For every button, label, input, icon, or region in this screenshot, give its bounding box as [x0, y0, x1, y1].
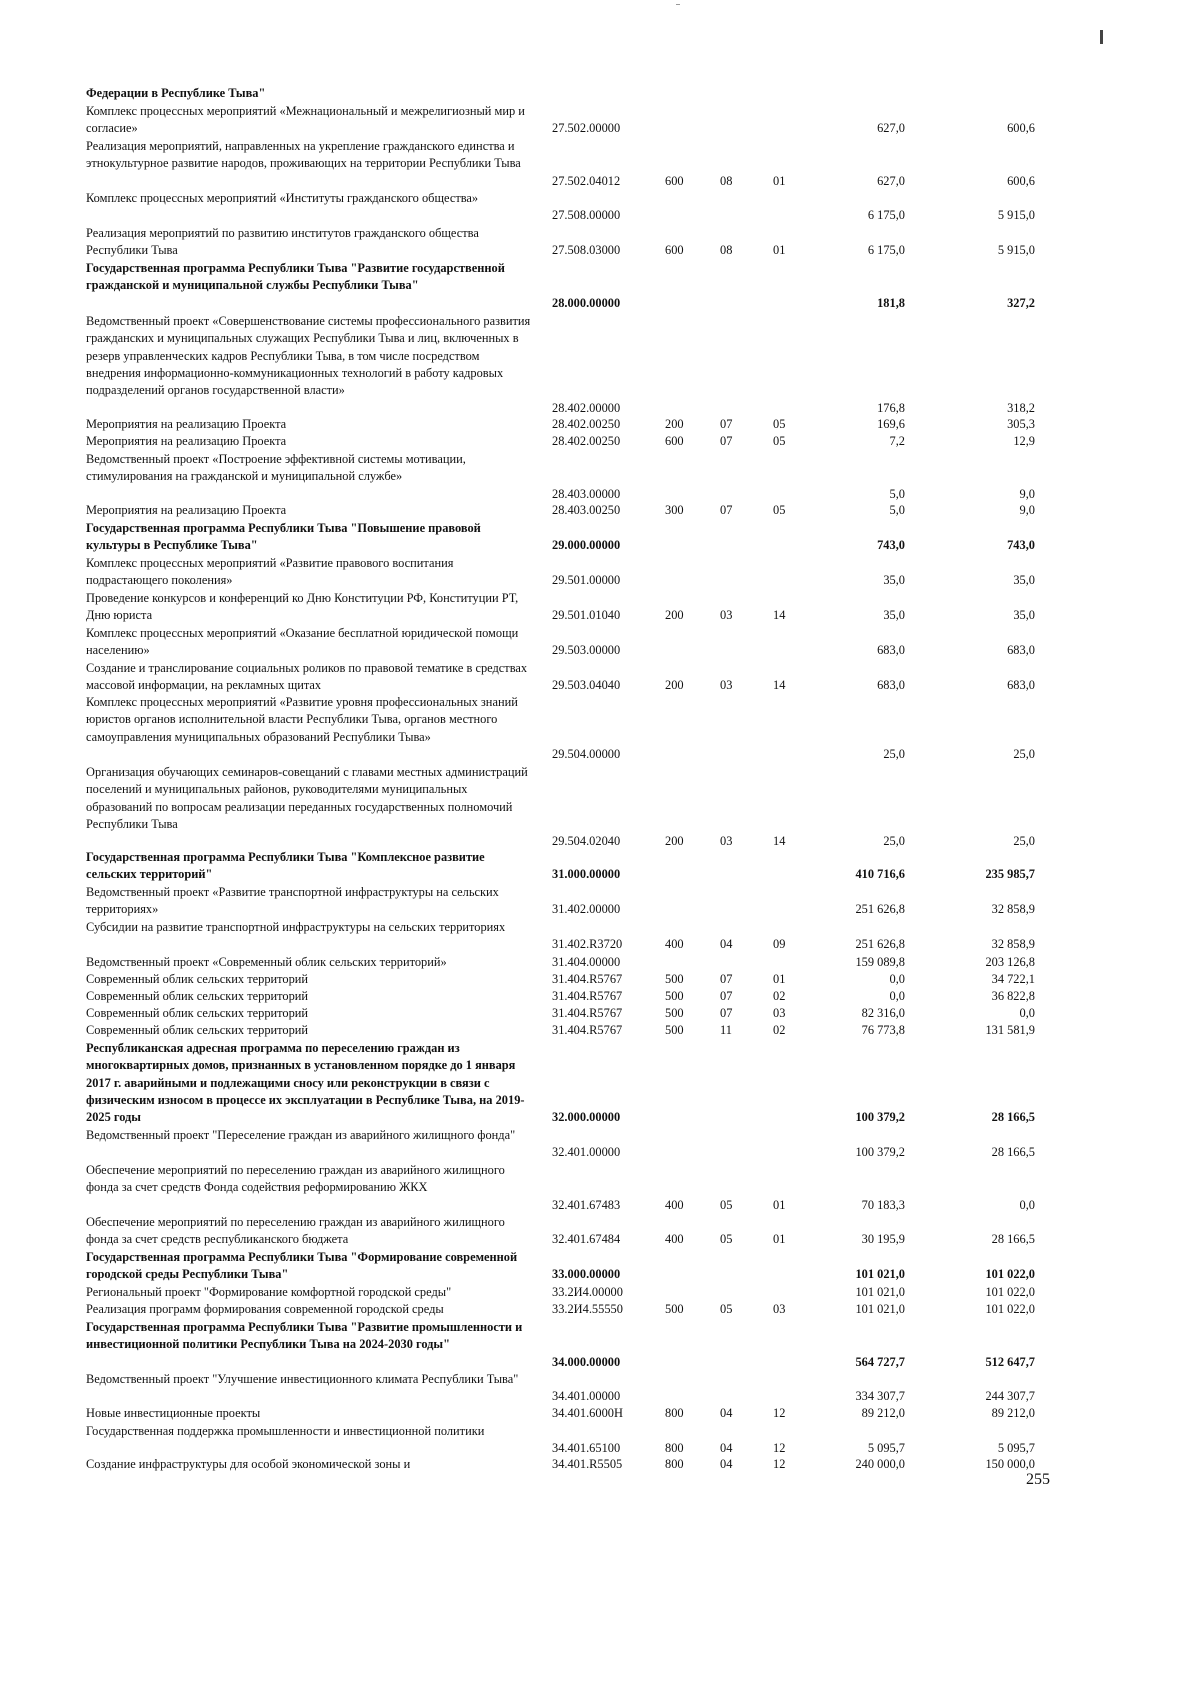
row-subsection: 01	[773, 173, 786, 188]
program-row	[0, 520, 1105, 555]
row-section: 04	[720, 1406, 733, 1420]
program-row	[0, 849, 1105, 884]
table-row	[0, 190, 1105, 225]
row-subsection: 01	[773, 972, 786, 986]
row-code: 29.501.00000	[552, 573, 621, 588]
row-code: 29.503.04040	[552, 678, 621, 693]
row-name: Ведомственный проект «Развитие транспортной инфраструктуры на сельских территориях»	[86, 885, 499, 917]
row-code: 32.401.67484	[552, 1232, 621, 1247]
row-code: 34.401.65100	[552, 1441, 621, 1456]
row-sum-2026: 0,0	[1019, 1006, 1035, 1020]
row-subsection: 05	[773, 434, 786, 448]
row-expense-type: 200	[665, 834, 684, 849]
row-name: Обеспечение мероприятий по переселению граждан из аварийного жилищного фонда за счет средств Фонда содействия реформированию ЖКХ	[86, 1163, 505, 1195]
row-sum-2026: 101 022,0	[985, 1267, 1035, 1282]
row-expense-type: 400	[665, 1232, 684, 1247]
row-name: Современный облик сельских территорий	[86, 989, 309, 1003]
table-row	[0, 660, 1105, 695]
table-row	[0, 451, 1105, 503]
row-code: 28.000.00000	[552, 295, 621, 310]
row-code: 29.501.01040	[552, 608, 621, 623]
row-code: 32.000.00000	[552, 1110, 621, 1125]
row-name: Государственная программа Республики Тыва "Развитие государственной гражданской и муниципальной службы Республики Тыва"	[86, 261, 505, 293]
row-sum-2025: 76 773,8	[861, 1023, 905, 1037]
row-name: Государственная программа Республики Тыва "Формирование современной городской среды Республики Тыва"	[86, 1250, 518, 1282]
row-sum-2026: 0,0	[1019, 1197, 1035, 1212]
row-expense-type: 800	[665, 1406, 684, 1420]
row-code: 29.504.00000	[552, 746, 621, 761]
row-sum-2026: 5 095,7	[997, 1441, 1035, 1456]
row-code: 33.2И4.55550	[552, 1302, 623, 1316]
row-name: Федерации в Республике Тыва"	[86, 86, 266, 100]
row-code: 28.402.00250	[552, 417, 621, 431]
row-section: 07	[720, 972, 733, 986]
row-expense-type: 600	[665, 173, 684, 188]
row-subsection: 01	[773, 243, 786, 258]
row-code: 31.402.R3720	[552, 937, 623, 952]
row-sum-2025: 176,8	[877, 400, 905, 415]
row-sum-2025: 82 316,0	[861, 1006, 905, 1020]
row-name: Мероприятия на реализацию Проекта	[86, 417, 287, 431]
row-section: 05	[720, 1302, 733, 1316]
row-sum-2026: 101 022,0	[985, 1285, 1035, 1299]
row-sum-2026: 32 858,9	[991, 902, 1035, 917]
row-expense-type: 600	[665, 243, 684, 258]
row-subsection: 12	[773, 1457, 786, 1471]
row-sum-2025: 25,0	[883, 834, 905, 849]
row-name: Субсидии на развитие транспортной инфраструктуры на сельских территориях	[86, 920, 506, 934]
page-number: 255	[1026, 1471, 1050, 1488]
row-sum-2026: 34 722,1	[991, 972, 1035, 986]
row-sum-2025: 100 379,2	[855, 1110, 905, 1125]
row-code: 27.502.00000	[552, 121, 621, 136]
row-sum-2025: 240 000,0	[855, 1457, 905, 1471]
row-sum-2026: 35,0	[1013, 573, 1035, 588]
row-sum-2025: 6 175,0	[867, 243, 905, 258]
row-expense-type: 800	[665, 1441, 684, 1456]
table-row	[0, 1371, 1105, 1406]
row-sum-2026: 101 022,0	[985, 1302, 1035, 1316]
row-code: 29.503.00000	[552, 643, 621, 658]
row-subsection: 03	[773, 1006, 786, 1020]
row-expense-type: 200	[665, 678, 684, 693]
row-name: Ведомственный проект «Современный облик сельских территорий»	[86, 955, 447, 969]
row-sum-2026: 600,6	[1007, 173, 1035, 188]
row-sum-2026: 305,3	[1007, 417, 1035, 431]
row-section: 11	[720, 1023, 732, 1037]
row-name: Комплекс процессных мероприятий «Оказание бесплатной юридической помощи населению»	[86, 626, 519, 658]
row-expense-type: 300	[665, 503, 684, 517]
row-expense-type: 600	[665, 434, 684, 448]
row-section: 03	[720, 678, 733, 693]
row-code: 31.402.00000	[552, 902, 621, 917]
row-sum-2026: 28 166,5	[991, 1232, 1035, 1247]
row-expense-type: 500	[665, 989, 684, 1003]
table-row	[0, 1456, 1105, 1473]
row-section: 05	[720, 1232, 733, 1247]
row-section: 07	[720, 417, 733, 431]
table-row	[0, 433, 1105, 450]
row-name: Мероприятия на реализацию Проекта	[86, 434, 287, 448]
row-code: 31.404.R5767	[552, 972, 623, 986]
row-code: 34.401.6000Н	[552, 1406, 623, 1420]
row-sum-2026: 150 000,0	[985, 1457, 1035, 1471]
row-sum-2025: 627,0	[877, 173, 905, 188]
row-sum-2025: 0,0	[889, 989, 905, 1003]
row-code: 28.403.00000	[552, 486, 621, 501]
row-sum-2025: 251 626,8	[855, 937, 905, 952]
table-row	[0, 988, 1105, 1005]
table-row	[0, 103, 1105, 138]
program-row	[0, 85, 1105, 102]
row-section: 05	[720, 1197, 733, 1212]
table-row	[0, 138, 1105, 190]
row-expense-type: 200	[665, 417, 684, 431]
row-sum-2026: 235 985,7	[985, 867, 1035, 882]
row-sum-2026: 5 915,0	[997, 243, 1035, 258]
row-sum-2026: 683,0	[1007, 643, 1035, 658]
table-row	[0, 1284, 1105, 1301]
row-sum-2025: 30 195,9	[861, 1232, 905, 1247]
row-code: 27.508.03000	[552, 243, 621, 258]
row-sum-2026: 9,0	[1019, 486, 1035, 501]
row-sum-2025: 683,0	[877, 678, 905, 693]
row-subsection: 12	[773, 1406, 786, 1420]
row-sum-2025: 5 095,7	[867, 1441, 905, 1456]
row-name: Создание и транслирование социальных роликов по правовой тематике в средствах массовой информации, на рекламных щитах	[86, 661, 528, 693]
row-sum-2025: 169,6	[877, 417, 905, 431]
row-code: 34.000.00000	[552, 1354, 621, 1369]
table-row	[0, 1301, 1105, 1318]
row-name: Государственная программа Республики Тыва "Повышение правовой культуры в Республике Тыва"	[86, 521, 481, 553]
row-sum-2025: 100 379,2	[855, 1145, 905, 1160]
row-sum-2026: 89 212,0	[991, 1406, 1035, 1420]
row-code: 28.402.00000	[552, 400, 621, 415]
row-sum-2025: 683,0	[877, 643, 905, 658]
row-section: 03	[720, 834, 733, 849]
table-row	[0, 884, 1105, 919]
row-code: 31.404.R5767	[552, 1023, 623, 1037]
row-sum-2025: 25,0	[883, 746, 905, 761]
row-subsection: 05	[773, 417, 786, 431]
row-name: Ведомственный проект «Построение эффективной системы мотивации, стимулирования на гражданской и муниципальной службе»	[86, 452, 466, 484]
row-sum-2026: 28 166,5	[991, 1145, 1035, 1160]
row-section: 08	[720, 173, 733, 188]
row-sum-2026: 512 647,7	[985, 1354, 1035, 1369]
row-sum-2026: 318,2	[1007, 400, 1035, 415]
row-sum-2025: 35,0	[883, 573, 905, 588]
row-sum-2026: 5 915,0	[997, 208, 1035, 223]
program-row	[0, 1319, 1105, 1371]
table-row	[0, 225, 1105, 260]
row-sum-2025: 159 089,8	[855, 955, 905, 969]
row-code: 31.404.00000	[552, 955, 621, 969]
table-row	[0, 1405, 1105, 1422]
row-code: 27.502.04012	[552, 173, 621, 188]
row-code: 27.508.00000	[552, 208, 621, 223]
row-name: Ведомственный проект "Переселение граждан из аварийного жилищного фонда"	[86, 1128, 516, 1142]
row-expense-type: 500	[665, 1006, 684, 1020]
row-sum-2026: 683,0	[1007, 678, 1035, 693]
row-subsection: 09	[773, 937, 786, 952]
row-sum-2026: 244 307,7	[985, 1389, 1035, 1404]
row-code: 32.401.67483	[552, 1197, 621, 1212]
table-row	[0, 555, 1105, 590]
row-sum-2025: 334 307,7	[855, 1389, 905, 1404]
row-name: Организация обучающих семинаров-совещаний с главами местных администраций поселений и муниципальных районов, руководителями муниципальных образований по вопросам реализации переданных государственных полномочий Республики Тыва	[86, 765, 528, 831]
row-expense-type: 400	[665, 1197, 684, 1212]
row-name: Мероприятия на реализацию Проекта	[86, 503, 287, 517]
program-row	[0, 1040, 1105, 1127]
row-sum-2025: 0,0	[889, 972, 905, 986]
row-name: Ведомственный проект "Улучшение инвестиционного климата Республики Тыва"	[86, 1372, 519, 1386]
row-code: 29.000.00000	[552, 538, 621, 553]
row-sum-2025: 7,2	[889, 434, 905, 448]
row-sum-2025: 101 021,0	[855, 1302, 905, 1316]
row-code: 31.000.00000	[552, 867, 621, 882]
row-subsection: 03	[773, 1302, 786, 1316]
row-name: Реализация мероприятий, направленных на укрепление гражданского единства и этнокультурное развитие народов, проживающих на территории Республики Тыва	[86, 139, 521, 171]
table-row	[0, 954, 1105, 971]
row-sum-2026: 743,0	[1007, 538, 1035, 553]
row-sum-2025: 564 727,7	[855, 1354, 905, 1369]
row-subsection: 14	[773, 678, 786, 693]
table-row	[0, 1127, 1105, 1162]
table-row	[0, 590, 1105, 625]
row-subsection: 01	[773, 1197, 786, 1212]
table-row	[0, 1005, 1105, 1022]
row-subsection: 14	[773, 834, 786, 849]
row-section: 07	[720, 989, 733, 1003]
row-sum-2025: 181,8	[877, 295, 905, 310]
row-name: Новые инвестиционные проекты	[86, 1406, 261, 1420]
table-row	[0, 313, 1105, 417]
table-row	[0, 971, 1105, 988]
row-section: 07	[720, 434, 733, 448]
row-name: Республиканская адресная программа по переселению граждан из многоквартирных домов, признанных в установленном порядке до 1 января 2017 г. аварийными и подлежащими сносу или реконструкции в связи с физическим износом в процессе их эксплуатации в Республике Тыва, на 2019-2025 годы	[86, 1041, 525, 1125]
row-sum-2025: 101 021,0	[855, 1267, 905, 1282]
row-name: Современный облик сельских территорий	[86, 1023, 309, 1037]
row-subsection: 12	[773, 1441, 786, 1456]
row-sum-2025: 743,0	[877, 538, 905, 553]
row-sum-2025: 6 175,0	[867, 208, 905, 223]
row-section: 08	[720, 243, 733, 258]
row-name: Комплекс процессных мероприятий «Институты гражданского общества»	[86, 191, 479, 205]
row-subsection: 02	[773, 989, 786, 1003]
row-sum-2025: 70 183,3	[861, 1197, 905, 1212]
row-section: 03	[720, 608, 733, 623]
row-sum-2026: 32 858,9	[991, 937, 1035, 952]
row-sum-2026: 327,2	[1007, 295, 1035, 310]
row-section: 04	[720, 1441, 733, 1456]
row-name: Региональный проект "Формирование комфортной городской среды"	[86, 1285, 452, 1299]
table-row	[0, 416, 1105, 433]
row-code: 33.000.00000	[552, 1267, 621, 1282]
row-code: 33.2И4.00000	[552, 1285, 623, 1299]
row-name: Проведение конкурсов и конференций ко Дню Конституции РФ, Конституции РТ, Дню юриста	[86, 591, 519, 623]
row-sum-2026: 36 822,8	[991, 989, 1035, 1003]
row-name: Ведомственный проект «Совершенствование системы профессионального развития гражданских и муниципальных служащих Республики Тыва и лиц, включенных в резерв управленческих кадров Республики Тыва, в том числе посредством внедрения информационно-коммуникационных технологий в работу кадровых подразделений органов государственной власти»	[86, 314, 531, 398]
row-sum-2026: 203 126,8	[985, 955, 1035, 969]
row-section: 07	[720, 1006, 733, 1020]
row-code: 28.402.00250	[552, 434, 621, 448]
row-sum-2025: 5,0	[889, 486, 905, 501]
row-name: Государственная поддержка промышленности и инвестиционной политики	[86, 1424, 485, 1438]
row-subsection: 02	[773, 1023, 786, 1037]
row-sum-2025: 35,0	[883, 608, 905, 623]
row-expense-type: 200	[665, 608, 684, 623]
row-name: Обеспечение мероприятий по переселению граждан из аварийного жилищного фонда за счет средств республиканского бюджета	[86, 1215, 505, 1247]
row-name: Создание инфраструктуры для особой экономической зоны и	[86, 1457, 411, 1471]
row-sum-2026: 131 581,9	[985, 1023, 1035, 1037]
row-code: 32.401.00000	[552, 1145, 621, 1160]
row-name: Комплекс процессных мероприятий «Развитие правового воспитания подрастающего поколения»	[86, 556, 454, 588]
row-name: Комплекс процессных мероприятий «Межнациональный и межрелигиозный мир и согласие»	[86, 104, 525, 136]
row-name: Современный облик сельских территорий	[86, 972, 309, 986]
row-code: 31.404.R5767	[552, 989, 623, 1003]
row-section: 04	[720, 937, 733, 952]
row-expense-type: 500	[665, 1302, 684, 1316]
row-sum-2025: 89 212,0	[861, 1406, 905, 1420]
row-sum-2026: 35,0	[1013, 608, 1035, 623]
row-name: Реализация программ формирования современной городской среды	[86, 1302, 444, 1316]
table-row	[0, 502, 1105, 519]
table-row	[0, 625, 1105, 660]
row-sum-2025: 627,0	[877, 121, 905, 136]
row-section: 07	[720, 503, 733, 517]
table-row	[0, 1162, 1105, 1214]
row-subsection: 05	[773, 503, 786, 517]
row-code: 31.404.R5767	[552, 1006, 623, 1020]
row-sum-2025: 251 626,8	[855, 902, 905, 917]
row-name: Государственная программа Республики Тыва "Комплексное развитие сельских территорий"	[86, 850, 485, 882]
row-code: 28.403.00250	[552, 503, 621, 517]
row-name: Современный облик сельских территорий	[86, 1006, 309, 1020]
row-code: 34.401.R5505	[552, 1457, 623, 1471]
row-sum-2026: 25,0	[1013, 834, 1035, 849]
row-sum-2026: 12,9	[1013, 434, 1035, 448]
program-row	[0, 1249, 1105, 1284]
row-code: 29.504.02040	[552, 834, 621, 849]
row-name: Комплекс процессных мероприятий «Развитие уровня профессиональных знаний юристов органов исполнительной власти Республики Тыва, органов местного самоуправления муниципальных образований Республики Тыва»	[86, 695, 518, 744]
row-sum-2026: 28 166,5	[991, 1110, 1035, 1125]
row-subsection: 14	[773, 608, 786, 623]
table-row	[0, 764, 1105, 851]
row-expense-type: 500	[665, 1023, 684, 1037]
table-row	[0, 1423, 1105, 1458]
row-sum-2026: 600,6	[1007, 121, 1035, 136]
program-row	[0, 260, 1105, 312]
table-row	[0, 694, 1105, 763]
row-sum-2025: 410 716,6	[855, 867, 905, 882]
row-code: 34.401.00000	[552, 1389, 621, 1404]
row-expense-type: 500	[665, 972, 684, 986]
row-name: Государственная программа Республики Тыва "Развитие промышленности и инвестиционной политики Республики Тыва на 2024-2030 годы"	[86, 1320, 523, 1352]
table-row	[0, 1022, 1105, 1039]
row-sum-2025: 101 021,0	[855, 1285, 905, 1299]
row-name: Реализация мероприятий по развитию институтов гражданского общества Республики Тыва	[86, 226, 479, 258]
row-expense-type: 800	[665, 1457, 684, 1471]
table-row	[0, 919, 1105, 954]
row-sum-2025: 5,0	[889, 503, 905, 517]
row-subsection: 01	[773, 1232, 786, 1247]
table-row	[0, 1214, 1105, 1249]
row-expense-type: 400	[665, 937, 684, 952]
row-sum-2026: 25,0	[1013, 746, 1035, 761]
row-sum-2026: 9,0	[1019, 503, 1035, 517]
row-section: 04	[720, 1457, 733, 1471]
